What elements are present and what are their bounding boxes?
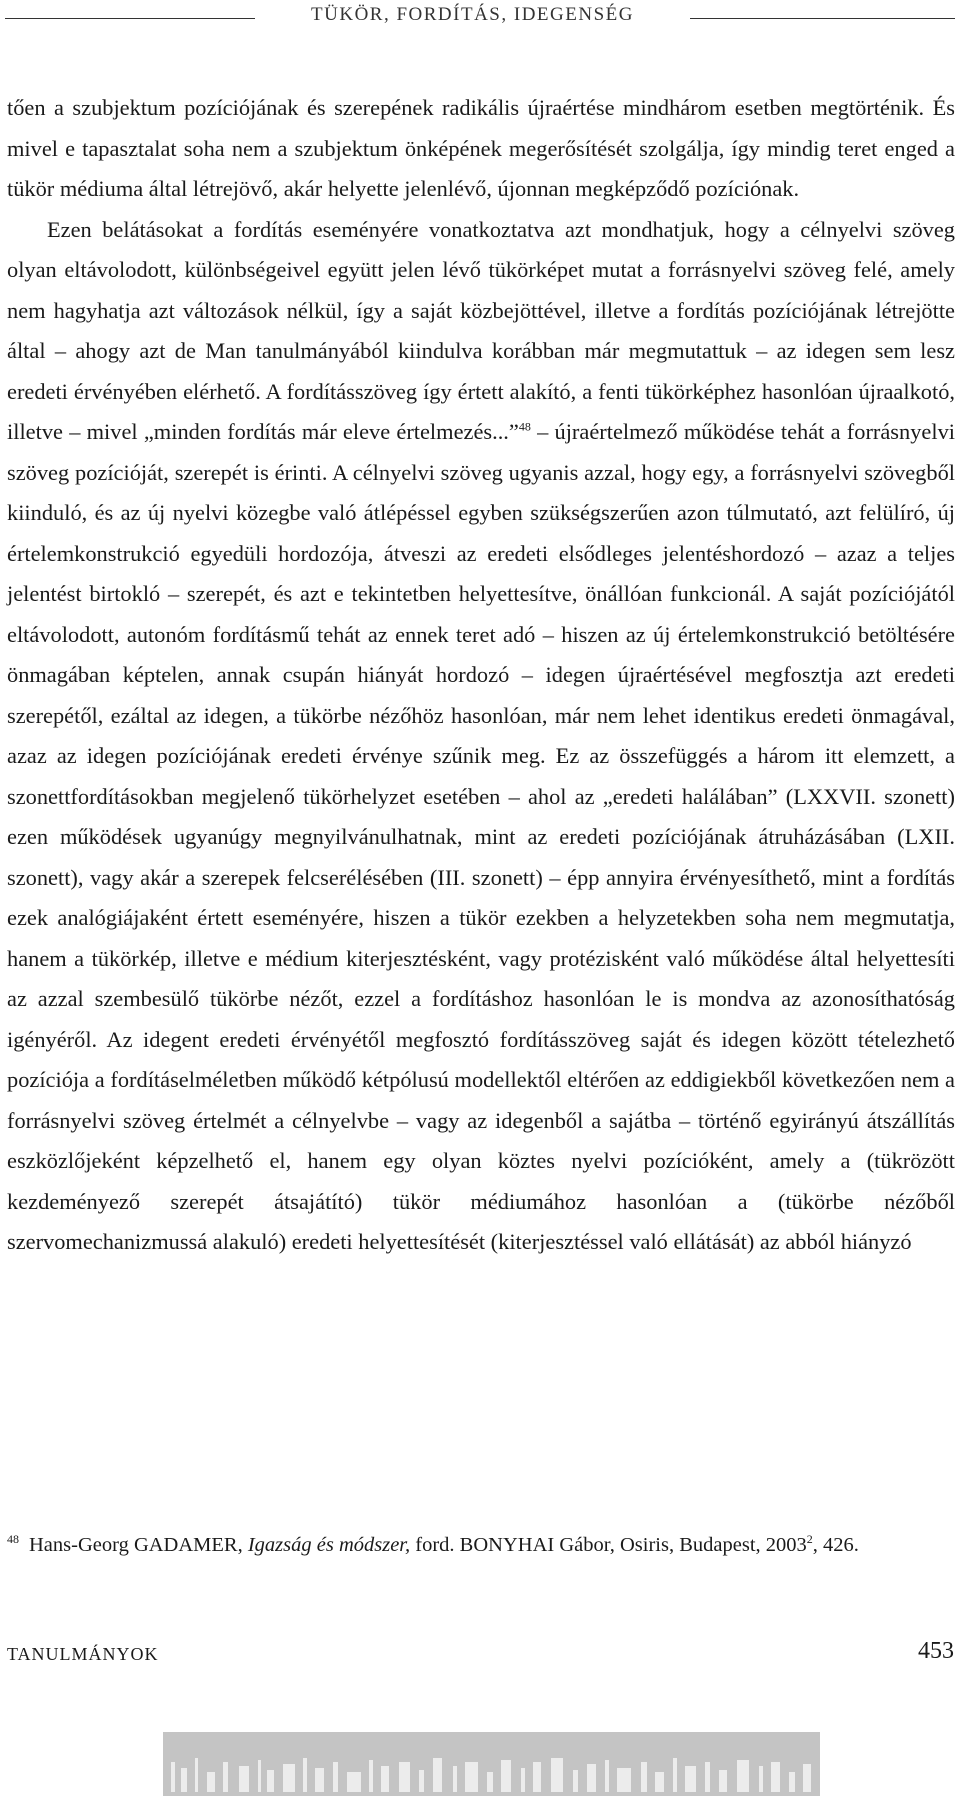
footnote-number: 48 [7, 1532, 19, 1546]
paragraph-2-text-b: – újraértelmező működése tehát a forrásnyelvi szöveg pozícióját, szerepét is érinti. A célnyelvi szöveg ugyanis azzal, hogy egy, a forrásnyelvi szövegből kiinduló, és az új nyelvi közegbe való átlépéssel egyben szükségszerűen azon túlmutató, azt felülíró, új értelemkonstrukció egyedüli hordozója, átveszi az eredeti elsődleges jelentéshordozó – azaz a teljes jelentést birtokló – szerepét, és azt e tekintetben helyettesítve, önállóan funkcionál. A saját pozíciójától eltávolodott, autonóm fordításmű tehát az ennek teret adó – hiszen az új értelemkonstrukció betöltésére önmagában képtelen, annak csupán hiányát hordozó – idegen újraértésével megfosztja azt eredeti szerepétől, ezáltal az idegen, a tükörbe nézőhöz hasonlóan, már nem lehet identikus eredeti önmagával, azaz az idegen pozíciójának eredeti érvénye szűnik meg. Ez az összefüggés a három itt elemzett, a szonettfordításokban megjelenő tükörhelyzet esetében – ahol az „eredeti halálában” (LXXVII. szonett) ezen működések ugyanúgy megnyilvánulhatnak, mint az eredeti pozíciójának átruházásában (LXII. szonett), vagy akár a szerepek felcserélésében (III. szonett) – épp annyira érvényesíthető, mint a fordítás ezek analógiájaként értett eseményére, hiszen a tükör ezekben a helyzetekben soha nem megmutatja, hanem a tükörkép, illetve e médium kiterjesztésként, vagy protézisként való működése által helyettesíti az azzal szembesülő tükörbe nézőt, ezzel a fordításhoz hasonlóan le is mondva az azonosíthatóság igényéről. Az idegent eredeti érvényétől megfosztó fordításszöveg saját és idegen között tételezhető pozíciója a fordításelméletben működő kétpólusú modellektől eltérően az eddigiekből következően nem a forrásnyelvi szöveg értelmét a célnyelvbe – vagy az idegenből a sajátba – történő egyirányú átszállítás eszközlőjeként képzelhető el, hanem egy olyan köztes nyelvi pozícióként, amely a (tükrözött kezdeményező szerepét átsajátító) tükör médiumához hasonlóan a (tükörbe nézőből szervomechanizmussá alakuló) eredeti helyettesítését (kiterjesztéssel való ellátását) az abból hiányzó [7, 419, 955, 1254]
footnote-details: ford. BONYHAI Gábor, Osiris, Budapest, 2003 [415, 1533, 807, 1556]
footnote-work-title: Igazság és módszer, [247, 1533, 411, 1556]
running-header [0, 4, 960, 32]
page-number: 453 [918, 1638, 954, 1664]
scan-stamp-image [163, 1732, 820, 1796]
paragraph-1: tően a szubjektum pozíciójának és szerepének radikális újraértése mindhárom esetben megtörténik. És mivel e tapasztalat soha nem a szubjektum önképének megerősítését szolgálja, így mindig teret enged a tükör médiuma által létrejövő, akár helyette jelenlévő, újonnan megképződő pozíciónak. [7, 95, 955, 201]
scan-stamp-graphic [163, 1732, 820, 1796]
footnote-edition: 2 [806, 1532, 813, 1546]
body-text [7, 88, 955, 1263]
header-title: TÜKÖR, FORDÍTÁS, IDEGENSÉG [311, 4, 634, 25]
paragraph-2-text-a: Ezen belátásokat a fordítás eseményére vonatkoztatva azt mondhatjuk, hogy a célnyelvi szöveg olyan eltávolodott, különbségeivel együtt jelen lévő tükörképet mutat a forrásnyelvi szöveg felé, amely nem hagyhatja azt változások nélkül, így a saját közbejöttével, illetve a fordítás pozíciójának létrejötte által – ahogy azt de Man tanulmányából kiindulva korábban már megmutattuk – az idegen sem lesz eredeti érvényében elérhető. A fordításszöveg így értett alakító, a fenti tükörképhez hasonlóan újraalkotó, illetve – mivel „minden fordítás már eleve értelmezés...” [7, 216, 955, 444]
footnote-page: , 426. [812, 1533, 859, 1556]
footnote-reference: 48 [518, 419, 531, 434]
footnote-author: Hans-Georg GADAMER, [29, 1533, 243, 1556]
footnote [7, 1525, 955, 1559]
header-rule-left [5, 18, 255, 19]
paragraph-2 [7, 210, 955, 1263]
header-rule-right [690, 18, 955, 19]
section-label: TANULMÁNYOK [7, 1644, 159, 1664]
